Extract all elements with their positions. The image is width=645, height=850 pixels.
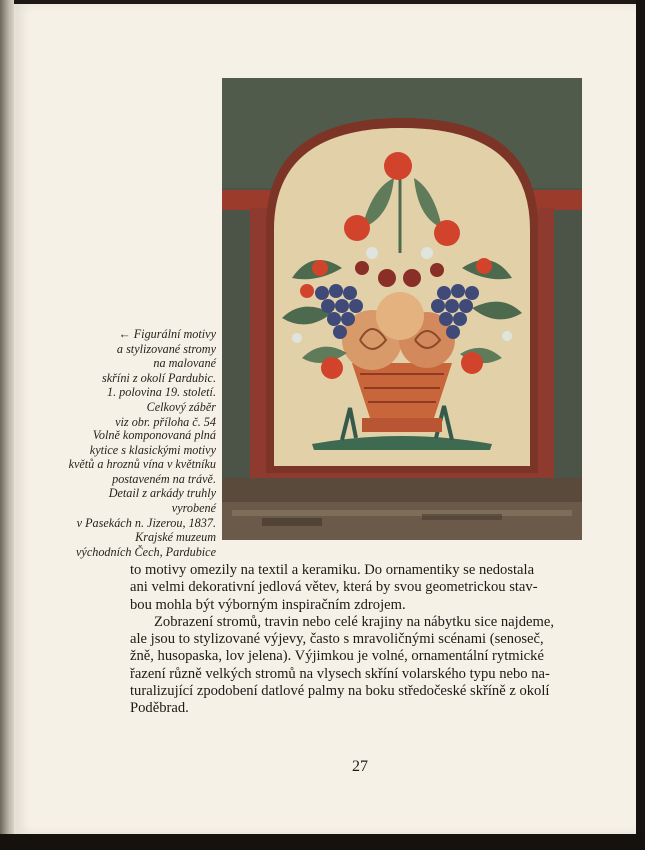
paragraph-line: turalizující zpodobení datlové palmy na boku středočeské skříně z okolí xyxy=(130,683,550,700)
painted-flower-panel-illustration xyxy=(222,78,582,540)
paragraph-line: to motivy omezily na textil a keramiku. Do ornamentiky se nedostala xyxy=(130,562,535,578)
caption-line: v Pasekách n. Jizerou, 1837. xyxy=(76,515,216,530)
figure-caption-detail xyxy=(20,428,216,559)
caption-line: viz obr. příloha č. 54 xyxy=(115,414,216,429)
paragraph-line: ani velmi dekorativní jedlová větev, která by svou geometrickou stav- xyxy=(130,579,538,596)
page-bottom-edge xyxy=(0,834,645,850)
book-spine-shadow xyxy=(0,0,14,850)
caption-line: květů a hroznů vína v květníku xyxy=(68,457,216,472)
caption-line: a stylizované stromy xyxy=(116,341,216,356)
caption-line: Volně komponovaná plná xyxy=(92,428,216,442)
paragraph-line: řazení různě velkých stromů na vlysech skříní volarského typu nebo na- xyxy=(130,665,550,682)
caption-line: východních Čech, Pardubice xyxy=(76,544,216,559)
paragraph-line: žně, husopaska, lov jelena). Výjimkou je volné, ornamentální rytmické xyxy=(130,648,544,665)
page-right-edge xyxy=(636,0,645,850)
paragraph-line: Zobrazení stromů, travin nebo celé krajiny na nábytku sice najdeme, xyxy=(154,613,554,630)
paragraph-line: Poděbrad. xyxy=(130,700,189,717)
caption-line: Detail z arkády truhly xyxy=(108,486,216,501)
caption-line: skříni z okolí Pardubic. xyxy=(102,370,216,385)
caption-line: Celkový záběr xyxy=(146,399,216,414)
caption-line: Krajské muzeum xyxy=(135,530,216,545)
caption-line: vyrobené xyxy=(171,500,216,515)
caption-line: kytice s klasickými motivy xyxy=(89,442,216,457)
body-text xyxy=(130,562,590,718)
caption-line: postaveném na trávě. xyxy=(112,471,216,486)
painted-chest-photo xyxy=(222,78,582,540)
paragraph-line: ale jsou to stylizované výjevy, často s mravoličnými scénami (senoseč, xyxy=(130,631,544,648)
figure-caption-overview xyxy=(30,327,216,429)
caption-line: 1. polovina 19. století. xyxy=(106,385,216,400)
paragraph-line: bou mohla být výborným inspiračním zdrojem. xyxy=(130,596,406,613)
caption-line: ← Figurální motivy xyxy=(118,327,216,341)
page-number: 27 xyxy=(352,758,368,775)
caption-line: na malované xyxy=(153,356,216,371)
